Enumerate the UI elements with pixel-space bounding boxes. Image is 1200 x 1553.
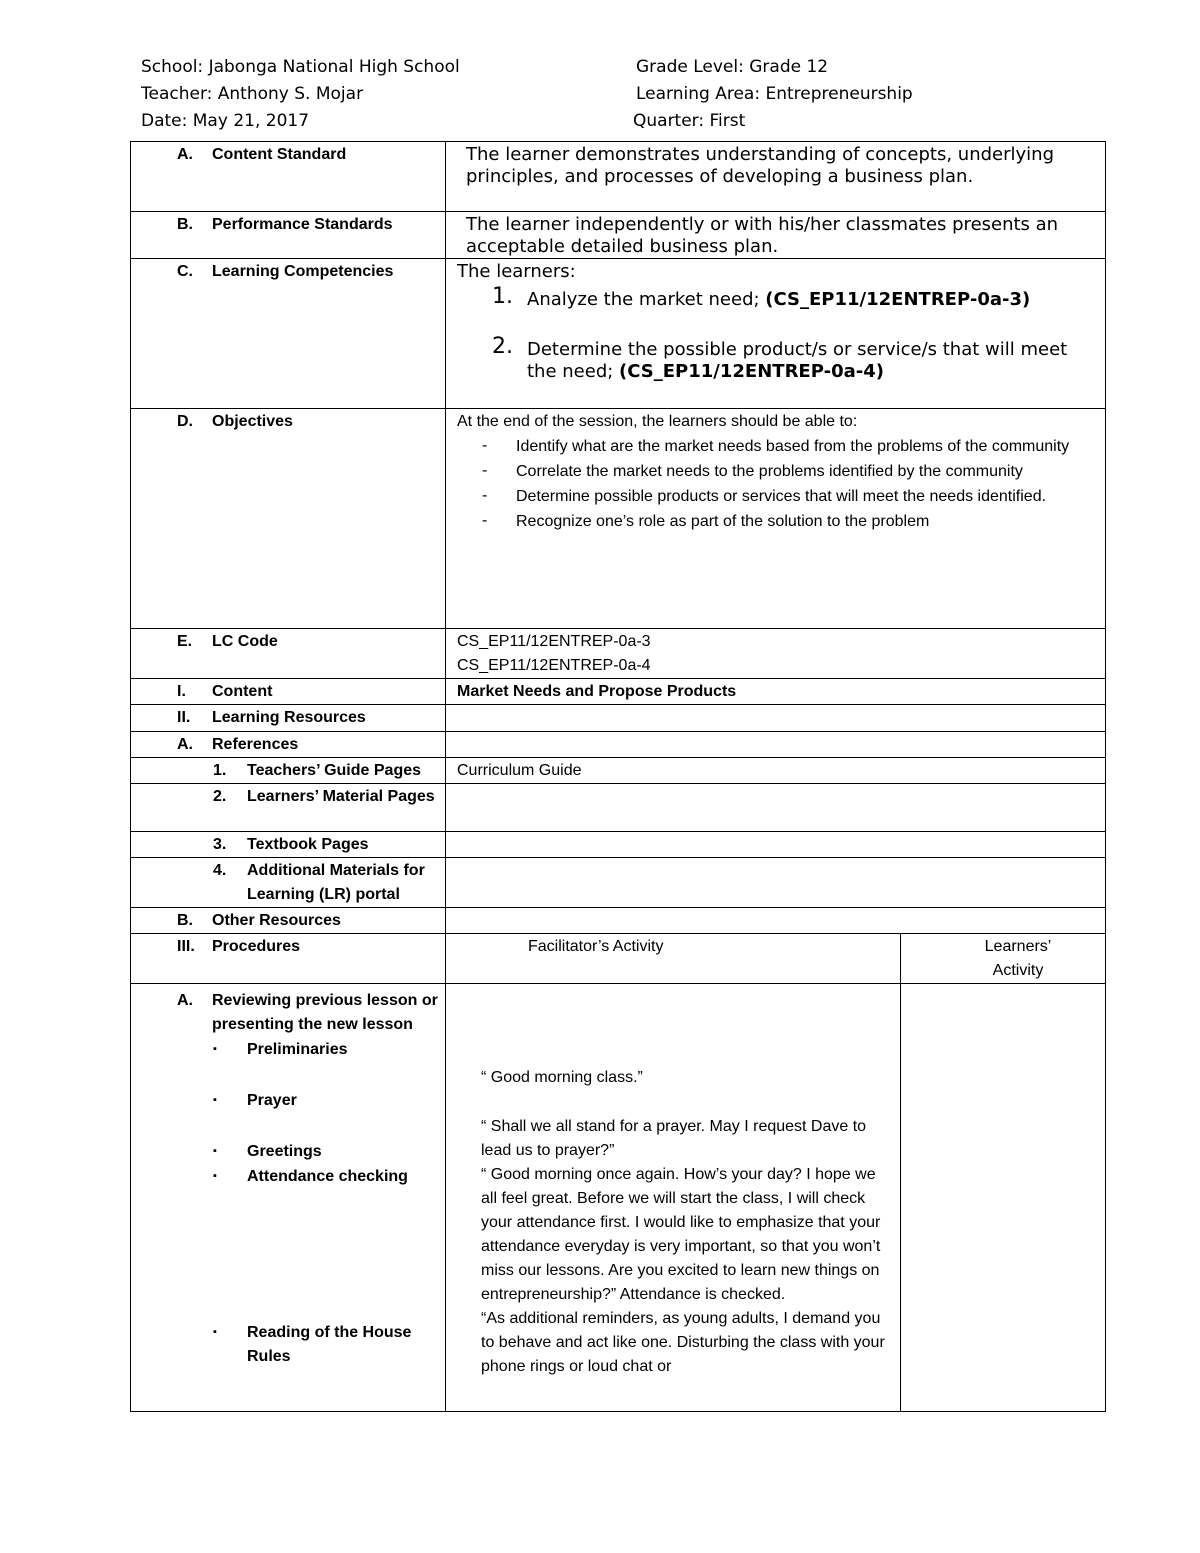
review-items bbox=[131, 1037, 445, 1369]
objectives-label: D. Objectives bbox=[177, 413, 293, 430]
objective-item: - Correlate the market needs to the problems identified by the community bbox=[482, 462, 1023, 480]
objectives-row bbox=[131, 409, 1106, 629]
reference-row bbox=[131, 758, 1106, 784]
reference-value bbox=[446, 784, 1105, 785]
procedures-label: III. Procedures bbox=[177, 938, 301, 955]
content-standard-row bbox=[131, 142, 1106, 212]
review-item-prayer: ▪ Prayer bbox=[213, 1092, 297, 1109]
facilitator-greeting: “ Good morning class.” bbox=[481, 1069, 643, 1086]
reference-value bbox=[446, 832, 1105, 833]
content-standard-value: The learner demonstrates understanding of concepts, underlying principles, and processes of developing a business plan. bbox=[466, 144, 1054, 187]
reference-label: 3. Textbook Pages bbox=[213, 836, 369, 853]
school-field: School: Jabonga National High School bbox=[141, 57, 460, 77]
reference-row bbox=[131, 858, 1106, 908]
review-item-house-rules: ▪ Reading of the House Rules bbox=[213, 1324, 412, 1365]
references-label: A. References bbox=[177, 736, 299, 753]
teacher-field: Teacher: Anthony S. Mojar bbox=[141, 84, 364, 104]
performance-standards-value: The learner independently or with his/her classmates presents an acceptable detailed business plan. bbox=[466, 214, 1059, 257]
review-item-attendance: ▪ Attendance checking bbox=[213, 1168, 408, 1185]
other-resources-row bbox=[131, 908, 1106, 934]
review-item-greetings: ▪ Greetings bbox=[213, 1143, 322, 1160]
content-standard-label: A. Content Standard bbox=[177, 146, 347, 163]
reference-value: Curriculum Guide bbox=[457, 762, 582, 779]
quarter-field: Quarter: First bbox=[633, 111, 746, 131]
learning-area-field: Learning Area: Entrepreneurship bbox=[636, 84, 913, 104]
lc-code-row bbox=[131, 629, 1106, 679]
lc-code-value: CS_EP11/12ENTREP-0a-4 bbox=[457, 657, 651, 674]
competency-item: 1. Analyze the market need; (CS_EP11/12ENTREP-0a-3) bbox=[492, 284, 1031, 310]
learners-activity-header: Learners’ Activity bbox=[984, 938, 1052, 979]
objectives-lead: At the end of the session, the learners should be able to: bbox=[457, 413, 858, 430]
procedures-row bbox=[131, 934, 1106, 984]
objective-item: - Recognize one’s role as part of the solution to the problem bbox=[482, 512, 930, 530]
reference-value bbox=[446, 858, 1105, 859]
reference-row bbox=[131, 784, 1106, 832]
competencies-lead: The learners: bbox=[457, 261, 576, 282]
references-row bbox=[131, 732, 1106, 758]
content-row bbox=[131, 679, 1106, 705]
content-value: Market Needs and Propose Products bbox=[457, 683, 737, 700]
facilitator-house-rules: “As additional reminders, as young adults, I demand you to behave and act like one. Disturbing the class with your phone rings or loud chat or bbox=[481, 1310, 885, 1375]
performance-standards-label: B. Performance Standards bbox=[177, 216, 393, 233]
review-label: A. Reviewing previous lesson or presenting the new lesson bbox=[177, 992, 438, 1033]
learners-activity-cell bbox=[901, 984, 1106, 1412]
learning-competencies-row bbox=[131, 259, 1106, 409]
learning-resources-label: II. Learning Resources bbox=[177, 709, 366, 726]
competency-item: 2. Determine the possible product/s or service/s that will meet the need; (CS_EP11/12ENTREP-0a-4) bbox=[492, 334, 1068, 382]
review-row bbox=[131, 984, 1106, 1412]
facilitator-attendance: “ Good morning once again. How’s your day? I hope we all feel great. Before we will start the class, I will check your attendance first. I would like to emphasize that your attendance everyday is very important, so that you won’t miss our lessons. Are you excited to learn new things on entrepreneurship?” Attendance is checked. bbox=[481, 1166, 881, 1303]
objective-item: - Identify what are the market needs based from the problems of the community bbox=[482, 437, 1070, 455]
lc-code-value: CS_EP11/12ENTREP-0a-3 bbox=[457, 633, 651, 650]
performance-standards-row bbox=[131, 212, 1106, 259]
learning-competencies-label: C. Learning Competencies bbox=[177, 263, 394, 280]
lesson-plan-table bbox=[130, 141, 1106, 1412]
reference-label: 1. Teachers’ Guide Pages bbox=[213, 762, 422, 779]
objective-item: - Determine possible products or services that will meet the needs identified. bbox=[482, 487, 1047, 505]
date-field: Date: May 21, 2017 bbox=[141, 111, 310, 131]
learning-resources-row bbox=[131, 705, 1106, 732]
grade-level-field: Grade Level: Grade 12 bbox=[636, 57, 829, 77]
reference-row bbox=[131, 832, 1106, 858]
lc-code-label: E. LC Code bbox=[177, 633, 278, 650]
review-item-preliminaries: ▪ Preliminaries bbox=[213, 1041, 348, 1058]
facilitator-prayer: “ Shall we all stand for a prayer. May I request Dave to lead us to prayer?” bbox=[481, 1118, 867, 1159]
other-resources-label: B. Other Resources bbox=[177, 912, 341, 929]
reference-label: 2. Learners’ Material Pages bbox=[213, 788, 435, 805]
reference-label: 4. Additional Materials for Learning (LR) portal bbox=[213, 862, 425, 903]
facilitator-activity-header: Facilitator’s Activity bbox=[528, 938, 664, 955]
content-label: I. Content bbox=[177, 683, 273, 700]
